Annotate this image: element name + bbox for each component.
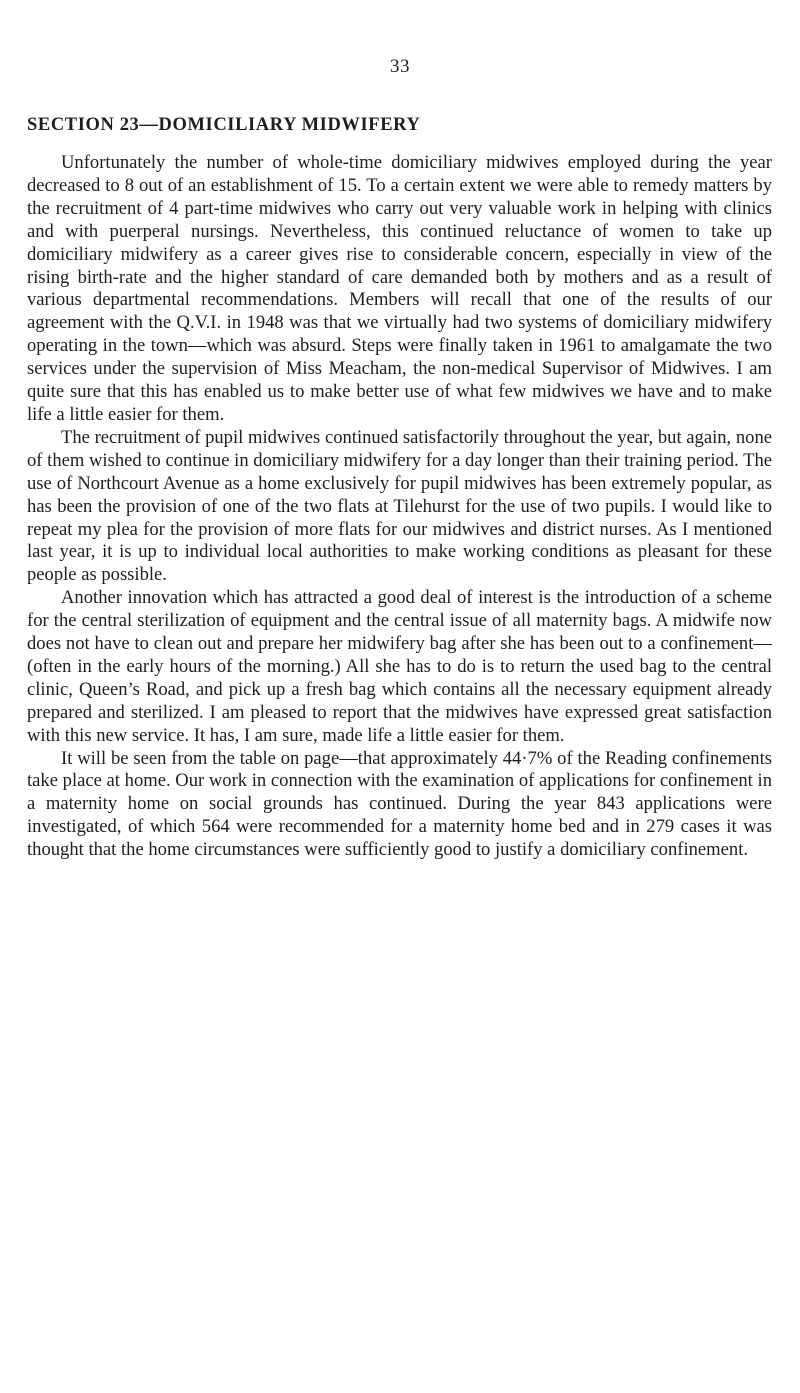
paragraph-pupil-midwives: The recruitment of pupil midwives continued satisfactorily throughout the year, but again, none of them wished to continue in domiciliary midwifery for a day longer than their training period. The use of Northcourt Avenue as a home exclusively for pupil midwives has been extremely popular, as has been the provision of one of the two flats at Tilehurst for the use of two pupils. I would like to repeat my plea for the provision of more flats for our midwives and district nurses. As I mentioned last year, it is up to individual local authorities to make working conditions as pleasant for these people as possible.	[27, 426, 772, 586]
section-heading: SECTION 23—DOMICILIARY MIDWIFERY	[27, 115, 421, 135]
paragraph-central-sterilization: Another innovation which has attracted a good deal of interest is the introduction of a scheme for the central sterilization of equipment and the central issue of all maternity bags. A midwife now does not have to clean out and prepare her midwifery bag after she has been out to a confinement—(often in the early hours of the morning.) All she has to do is to return the used bag to the central clinic, Queen’s Road, and pick up a fresh bag which contains all the necessary equipment already prepared and sterilized. I am pleased to report that the midwives have expressed great satisfaction with this new service. It has, I am sure, made life a little easier for them.	[27, 587, 772, 746]
paragraph-home-confinements: It will be seen from the table on page—that approximately 44·7% of the Reading confinements take place at home. Our work in connection with the examination of applications for confinement in a maternity home on social grounds has continued. During the year 843 applications were investigated, of which 564 were recommended for a maternity home bed and in 279 cases it was thought that the home circumstances were sufficiently good to justify a domiciliary confinement.	[27, 747, 772, 861]
body-text	[27, 152, 772, 862]
page-number: 33	[390, 56, 410, 77]
paragraph-staffing: Unfortunately the number of whole-time domiciliary midwives employed during the year decreased to 8 out of an establishment of 15. To a certain extent we were able to remedy matters by the recruitment of 4 part-time midwives who carry out very valuable work in helping with clinics and with puerperal nursings. Nevertheless, this continued reluctance of women to take up domiciliary midwifery as a career gives rise to considerable concern, especially in view of the rising birth-rate and the higher standard of care demanded both by mothers and as a result of various departmental recommendations. Members will recall that one of the results of our agreement with the Q.V.I. in 1948 was that we virtually had two systems of domiciliary midwifery operating in the town—which was absurd. Steps were finally taken in 1961 to amalgamate the two services under the supervision of Miss Meacham, the non-medical Supervisor of Midwives. I am quite sure that this has enabled us to make better use of what few midwives we have and to make life a little easier for them.	[27, 152, 772, 425]
